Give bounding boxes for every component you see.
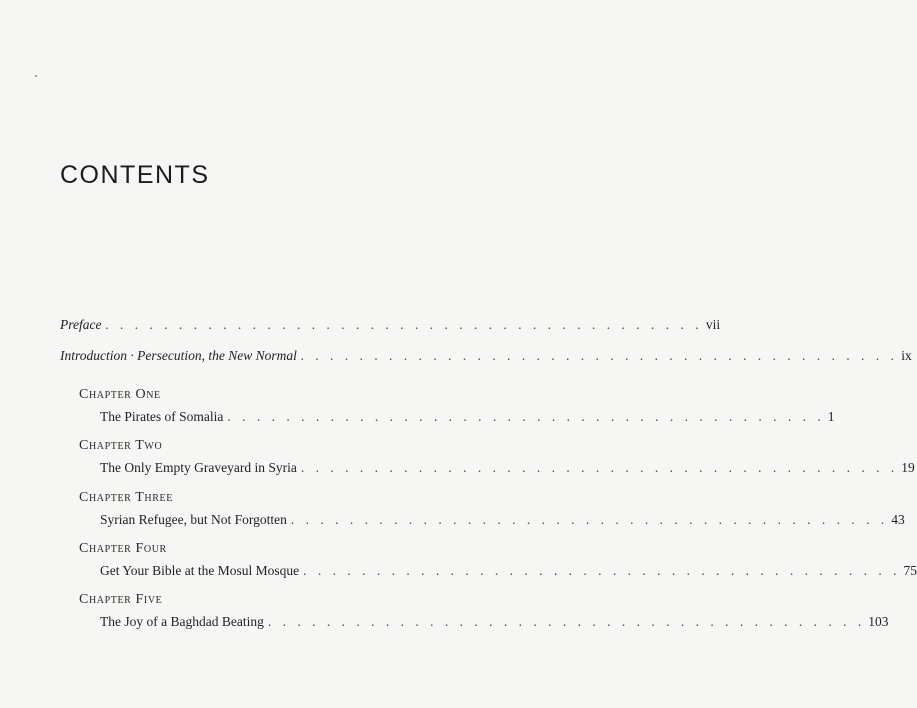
- toc-entry-page: 75: [903, 563, 917, 578]
- toc-entry-page: 103: [868, 614, 889, 629]
- paper-speck: [35, 75, 37, 77]
- toc-entry-page: 19: [901, 460, 915, 475]
- toc-entry-page: 1: [827, 409, 835, 424]
- toc-entry-chapter: [100, 460, 915, 476]
- leader-dots: . . . . . . . . . . . . . . . . . . . . . . . . . . . . . . . . . . . . . . . . .: [267, 614, 866, 629]
- leader-dots: . . . . . . . . . . . . . . . . . . . . . . . . . . . . . . . . . . . . . . . . .: [300, 348, 899, 363]
- toc-entry-preface: [60, 317, 721, 333]
- toc-entry-chapter: [100, 614, 889, 630]
- leader-dots: . . . . . . . . . . . . . . . . . . . . . . . . . . . . . . . . . . . . . . . . .: [300, 460, 899, 475]
- chapter-heading: Chapter Four: [79, 541, 167, 556]
- toc-entry-label: The Pirates of Somalia: [100, 409, 224, 424]
- toc-entry-label: Syrian Refugee, but Not Forgotten: [100, 512, 287, 527]
- toc-entry-page: ix: [901, 348, 912, 363]
- toc-entry-label: The Joy of a Baghdad Beating: [100, 614, 264, 629]
- toc-entry-chapter: [100, 512, 905, 528]
- chapter-heading: Chapter Three: [79, 490, 173, 505]
- leader-dots: . . . . . . . . . . . . . . . . . . . . . . . . . . . . . . . . . . . . . . . . .: [303, 563, 901, 578]
- toc-entry-label: Get Your Bible at the Mosul Mosque: [100, 563, 300, 578]
- toc-entry-page: 43: [891, 512, 905, 527]
- leader-dots: . . . . . . . . . . . . . . . . . . . . . . . . . . . . . . . . . . . . . . . . .: [105, 317, 703, 332]
- toc-entry-label: Introduction · Persecution, the New Normal: [60, 348, 297, 363]
- leader-dots: . . . . . . . . . . . . . . . . . . . . . . . . . . . . . . . . . . . . . . . . .: [227, 409, 825, 424]
- page-title: CONTENTS: [60, 161, 210, 189]
- toc-entry-chapter: [100, 409, 835, 425]
- toc-entry-label: The Only Empty Graveyard in Syria: [100, 460, 297, 475]
- toc-entry-label: Preface: [60, 317, 102, 332]
- leader-dots: . . . . . . . . . . . . . . . . . . . . . . . . . . . . . . . . . . . . . . . . .: [290, 512, 889, 527]
- chapter-heading: Chapter Five: [79, 592, 163, 607]
- toc-entry-chapter: [100, 563, 917, 579]
- chapter-heading: Chapter Two: [79, 438, 163, 453]
- toc-entry-introduction: [60, 348, 912, 364]
- chapter-heading: Chapter One: [79, 387, 161, 402]
- toc-entry-page: vii: [705, 317, 721, 332]
